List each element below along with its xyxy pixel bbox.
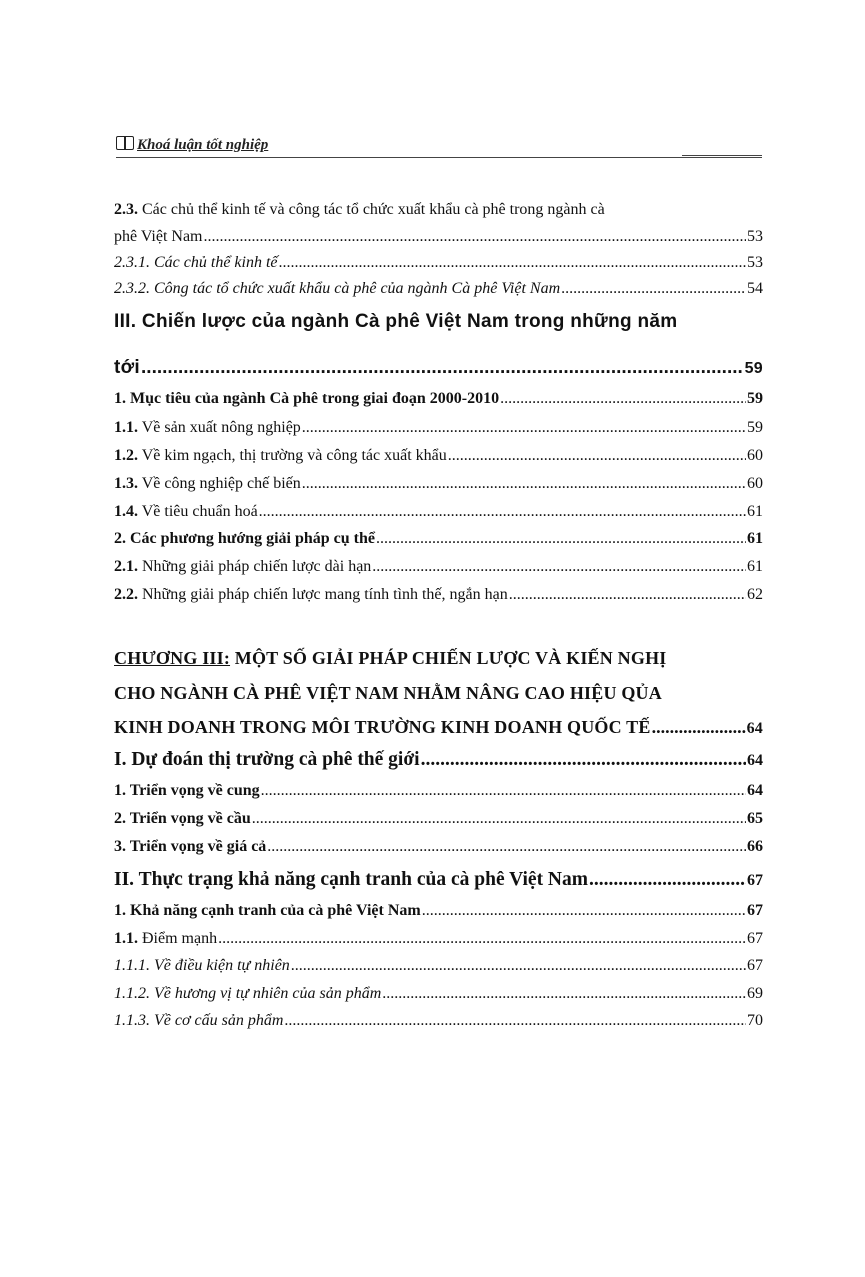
toc-entry-label — [114, 389, 499, 409]
toc-entry-text: Về sản xuất nông nghiệp — [141, 419, 301, 436]
toc-entry-page: 70 — [747, 1012, 763, 1029]
toc-entry[interactable] — [114, 837, 763, 857]
leader-dots — [261, 781, 746, 801]
toc-entry-page: 67 — [747, 930, 763, 947]
toc-entry-page: 64 — [747, 782, 763, 799]
toc-entry-page: 60 — [747, 475, 763, 492]
toc-entry-number: 3. — [114, 838, 126, 855]
toc-entry-label — [114, 200, 605, 220]
leader-dots — [589, 870, 746, 890]
toc-entry-label — [114, 648, 666, 668]
toc-entry-label — [114, 253, 278, 273]
toc-entry[interactable] — [114, 200, 763, 220]
toc-entry-page: 53 — [747, 228, 763, 245]
toc-entry[interactable] — [114, 750, 763, 771]
toc-entry-page: 64 — [747, 752, 763, 769]
toc-entry[interactable] — [114, 929, 763, 949]
toc-entry-page: 62 — [747, 586, 763, 603]
toc-entry-number: 2. — [114, 530, 126, 547]
toc-entry-label — [114, 446, 447, 466]
toc-entry[interactable] — [114, 585, 763, 605]
toc-entry-number: 2.2. — [114, 586, 138, 603]
leader-dots — [218, 929, 746, 949]
toc-entry[interactable] — [114, 446, 763, 466]
toc-entry-label — [114, 529, 375, 549]
toc-entry-label — [114, 870, 588, 890]
toc-entry-text: CHO NGÀNH CÀ PHÊ VIỆT NAM NHẰM NÂNG CAO HIỆU QỦA — [114, 683, 662, 703]
toc-entry[interactable] — [114, 502, 763, 522]
toc-entry-text: Các chủ thể kinh tế — [154, 254, 278, 271]
toc-entry-text: Điểm mạnh — [142, 930, 218, 947]
toc-entry[interactable] — [114, 870, 763, 891]
toc-entry-label — [114, 781, 260, 801]
toc-entry-page: 53 — [747, 254, 763, 271]
toc-entry-text: Dự đoán thị trường cà phê thế giới — [131, 749, 420, 770]
toc-entry-page: 66 — [747, 838, 763, 855]
toc-entry-number: 1.4. — [114, 503, 138, 520]
toc-entry-text: Về tiêu chuẩn hoá — [141, 503, 258, 520]
leader-dots — [421, 750, 746, 770]
toc-entry-text: tới — [114, 357, 141, 378]
toc-entry-number: 2. — [114, 810, 126, 827]
toc-entry-text: Triển vọng về giá cả — [129, 838, 267, 855]
header-rule-accent — [682, 155, 762, 156]
toc-entry[interactable] — [114, 717, 763, 739]
toc-entry-page: 69 — [747, 985, 763, 1002]
toc-entry-label — [114, 837, 266, 857]
leader-dots — [279, 253, 746, 273]
toc-entry-label — [114, 585, 508, 605]
toc-entry-label — [114, 227, 203, 247]
toc-entry-label — [114, 683, 662, 703]
toc-entry-number: 1. — [114, 390, 126, 407]
book-icon — [116, 136, 134, 150]
toc-entry-page: 61 — [747, 558, 763, 575]
toc-entry-number: II. — [114, 869, 135, 890]
toc-entry-label — [114, 1011, 283, 1031]
toc-entry-text: Những giải pháp chiến lược dài hạn — [142, 558, 372, 575]
toc-entry-label — [114, 279, 560, 299]
leader-dots — [259, 502, 746, 522]
toc-entry[interactable] — [114, 557, 763, 577]
leader-dots — [284, 1011, 746, 1031]
toc-entry-label — [114, 418, 301, 438]
toc-entry-page: 60 — [747, 447, 763, 464]
toc-entry-page: 64 — [746, 720, 763, 737]
toc-entry-text: Về hương vị tự nhiên của sản phẩm — [154, 985, 382, 1002]
toc-entry-page: 65 — [747, 810, 763, 827]
toc-entry-text: Mục tiêu của ngành Cà phê trong giai đoạn 2000-2010 — [130, 390, 500, 407]
toc-entry-number: 1.3. — [114, 475, 138, 492]
toc-entry-text: MỘT SỐ GIẢI PHÁP CHIẾN LƯỢC VÀ KIẾN NGHỊ — [234, 648, 667, 668]
toc-entry-text: Công tác tổ chức xuất khẩu cà phê của ngành Cà phê Việt Nam — [154, 280, 561, 297]
toc-entry-label — [114, 956, 290, 976]
toc-entry-text: phê Việt Nam — [114, 228, 203, 245]
toc-entry-number: 2.3. — [114, 201, 138, 218]
toc-entry-text: Các phương hướng giải pháp cụ thể — [130, 530, 375, 547]
toc-entry-text: Các chủ thể kinh tế và công tác tổ chức xuất khẩu cà phê trong ngành cà — [142, 201, 605, 218]
toc-entry-label — [114, 312, 677, 332]
leader-dots — [204, 227, 747, 247]
leader-dots — [302, 418, 746, 438]
leader-dots — [448, 446, 746, 466]
toc-entry[interactable] — [114, 984, 763, 1004]
toc-entry-text: Thực trạng khả năng cạnh tranh của cà phê Việt Nam — [138, 869, 589, 890]
leader-dots — [561, 279, 746, 299]
toc-entry[interactable] — [114, 418, 763, 438]
leader-dots — [291, 956, 746, 976]
leader-dots — [252, 809, 746, 829]
toc-entry[interactable] — [114, 901, 763, 921]
toc-entry[interactable] — [114, 683, 763, 703]
toc-entry-number: I. — [114, 749, 127, 770]
toc-entry-page: 54 — [747, 280, 763, 297]
toc-entry[interactable] — [114, 648, 763, 668]
leader-dots — [376, 529, 746, 549]
toc-entry-page: 67 — [747, 872, 763, 889]
toc-entry-text: Khả năng cạnh tranh của cà phê Việt Nam — [130, 902, 421, 919]
toc-entry[interactable] — [114, 781, 763, 801]
toc-entry[interactable] — [114, 529, 763, 549]
leader-dots — [422, 901, 746, 921]
toc-entry-number: 1. — [114, 902, 126, 919]
toc-entry-label — [114, 557, 371, 577]
toc-entry-text: Triển vọng về cung — [129, 782, 260, 799]
leader-dots — [141, 358, 744, 378]
toc-entry[interactable] — [114, 389, 763, 409]
toc-entry-page: 61 — [747, 530, 763, 547]
toc-entry-text: Về cơ cấu sản phẩm — [154, 1012, 284, 1029]
toc-entry-text: Triển vọng về cầu — [129, 810, 251, 827]
toc-entry-number: 2.1. — [114, 558, 138, 575]
toc-entry-label — [114, 474, 301, 494]
header-rule — [116, 157, 762, 158]
toc-entry-label — [114, 984, 381, 1004]
toc-entry[interactable] — [114, 358, 763, 379]
toc-entry-text: Về công nghiệp chế biến — [141, 475, 301, 492]
toc-entry-text: Chiến lược của ngành Cà phê Việt Nam trong những năm — [141, 311, 678, 332]
toc-entry-number: 1.2. — [114, 447, 138, 464]
toc-entry[interactable] — [114, 809, 763, 829]
toc-entry-label — [114, 750, 420, 770]
toc-entry-page: 67 — [747, 902, 763, 919]
toc-entry-number: III. — [114, 311, 137, 332]
toc-entry-number: 1.1.1. — [114, 957, 150, 974]
leader-dots — [382, 984, 746, 1004]
leader-dots — [652, 717, 746, 737]
toc-entry-number: 2.3.1. — [114, 254, 150, 271]
toc-entry[interactable] — [114, 1011, 763, 1031]
toc-entry-page: 59 — [747, 419, 763, 436]
leader-dots — [302, 474, 746, 494]
leader-dots — [509, 585, 746, 605]
toc-entry[interactable] — [114, 474, 763, 494]
toc-entry-label — [114, 929, 217, 949]
toc-entry-number: 1.1.2. — [114, 985, 150, 1002]
toc-entry-text: Về kim ngạch, thị trường và công tác xuất khẩu — [141, 447, 447, 464]
toc-entry-text: KINH DOANH TRONG MÔI TRƯỜNG KINH DOANH QUỐC TẾ — [114, 717, 651, 737]
toc-entry-number: 1.1. — [114, 930, 138, 947]
toc-entry-number: CHƯƠNG III: — [114, 648, 231, 668]
toc-entry-page: 59 — [747, 390, 763, 407]
toc-entry[interactable] — [114, 253, 763, 273]
toc-entry[interactable] — [114, 279, 763, 299]
toc-entry[interactable] — [114, 956, 763, 976]
toc-entry-number: 1. — [114, 782, 126, 799]
toc-entry-number: 2.3.2. — [114, 280, 150, 297]
toc-entry[interactable] — [114, 227, 763, 247]
toc-entry-number: 1.1. — [114, 419, 138, 436]
toc-entry-label — [114, 717, 651, 737]
leader-dots — [267, 837, 746, 857]
toc-entry[interactable] — [114, 312, 763, 332]
toc-entry-label — [114, 358, 140, 378]
toc-entry-text: Những giải pháp chiến lược mang tính tình thế, ngắn hạn — [142, 586, 508, 603]
header-title: Khoá luận tốt nghiệp — [137, 137, 269, 153]
toc-entry-label — [114, 502, 258, 522]
toc-entry-page: 59 — [744, 360, 763, 377]
leader-dots — [372, 557, 746, 577]
toc-entry-page: 61 — [747, 503, 763, 520]
page-header — [116, 136, 268, 154]
toc-entry-page: 67 — [747, 957, 763, 974]
toc-entry-text: Về điều kiện tự nhiên — [154, 957, 290, 974]
leader-dots — [500, 389, 746, 409]
toc-entry-label — [114, 901, 421, 921]
toc-entry-number: 1.1.3. — [114, 1012, 150, 1029]
toc-entry-label — [114, 809, 251, 829]
